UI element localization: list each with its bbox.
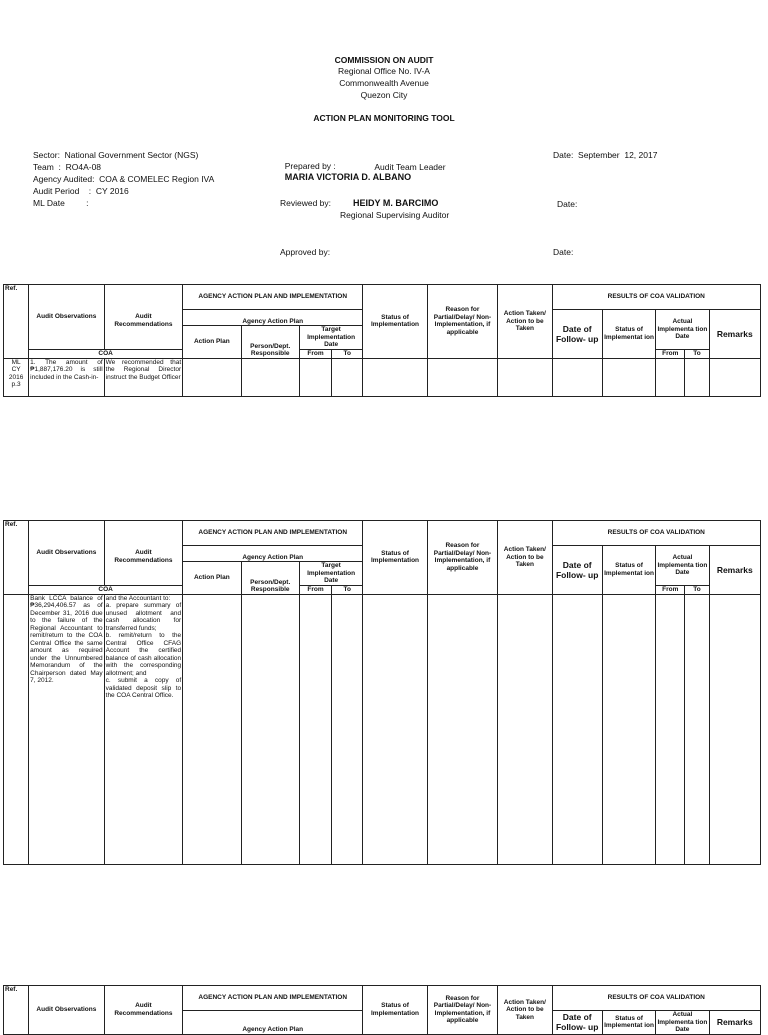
team-line: Team : RO4A-08 <box>33 162 102 172</box>
ref-header: Ref. <box>4 521 29 595</box>
from-header: From <box>299 585 331 594</box>
action-taken-header: Action Taken/ Action to be Taken <box>498 285 552 359</box>
status-impl-header: Status of Implementat ion <box>602 310 655 359</box>
actual-from-header: From <box>656 585 685 594</box>
to-header: To <box>332 585 363 594</box>
date-reviewed: Date: <box>557 199 578 209</box>
audit-recommendations-header: Audit Recommendations <box>104 986 183 1035</box>
actual-to-header: To <box>685 585 709 594</box>
actual-impl-header: Actual Implementa tion Date <box>656 546 709 586</box>
target-date-header: Target Implementation Date <box>299 562 362 586</box>
prepared-name: MARIA VICTORIA D. ALBANO <box>284 172 412 182</box>
agency-plan-subheader: Agency Action Plan <box>183 1011 363 1035</box>
action-plan-table-2 <box>3 520 761 865</box>
status-impl-header: Status of Implementat ion <box>602 1011 655 1035</box>
row1-recommendation: We recommended that the Regional Director instruct the Budget Officer <box>104 358 183 396</box>
row1-observation: 1. The amount of ₱1,887,176.20 is still included in the Cash-in- <box>29 358 104 396</box>
coa-header: COA <box>29 585 183 594</box>
action-plan-header: Action Plan <box>183 326 241 359</box>
agency-line: Agency Audited: COA & COMELEC Region IVA <box>33 174 215 184</box>
date-prepared: Date: September 12, 2017 <box>553 150 658 160</box>
reason-header: Reason for Partial/Delay/ Non-Implementation, if applicable <box>427 521 497 595</box>
agency-action-plan-header: AGENCY ACTION PLAN AND IMPLEMENTATION <box>183 986 363 1011</box>
action-plan-table-3 <box>3 985 761 1035</box>
person-responsible-header: Person/Dept. Responsible <box>241 562 299 595</box>
reason-header: Reason for Partial/Delay/ Non-Implementation, if applicable <box>427 986 497 1035</box>
agency-action-plan-header: AGENCY ACTION PLAN AND IMPLEMENTATION <box>183 521 363 546</box>
actual-from-header: From <box>656 349 685 358</box>
remarks-header: Remarks <box>709 1011 760 1035</box>
prepared-label: Prepared by : <box>284 161 336 171</box>
action-plan-header: Action Plan <box>183 562 241 595</box>
actual-to-header: To <box>685 349 709 358</box>
date-follow-header: Date of Follow- up <box>552 1011 602 1035</box>
agency-plan-subheader: Agency Action Plan <box>183 310 363 326</box>
audit-recommendations-header: Audit Recommendations <box>104 521 183 586</box>
org-office: Regional Office No. IV-A <box>338 66 430 76</box>
reason-header: Reason for Partial/Delay/ Non-Implementation, if applicable <box>427 285 497 359</box>
remarks-header: Remarks <box>709 310 760 359</box>
org-name: COMMISSION ON AUDIT <box>334 55 434 65</box>
results-header: RESULTS OF COA VALIDATION <box>552 285 760 310</box>
row1-ref: ML CY 2016 p.3 <box>4 358 29 396</box>
org-street: Commonwealth Avenue <box>339 78 429 88</box>
reviewed-name: HEIDY M. BARCIMO <box>353 198 439 208</box>
ml-date-line: ML Date : <box>33 198 89 208</box>
results-header: RESULTS OF COA VALIDATION <box>552 521 760 546</box>
remarks-header: Remarks <box>709 546 760 595</box>
audit-recommendations-header: Audit Recommendations <box>104 285 183 350</box>
ref-header: Ref. <box>4 285 29 359</box>
date-follow-header: Date of Follow- up <box>552 546 602 595</box>
status-header: Status of Implementation <box>363 986 427 1035</box>
date-follow-header: Date of Follow- up <box>552 310 602 359</box>
doc-title: ACTION PLAN MONITORING TOOL <box>313 113 455 123</box>
to-header: To <box>332 349 363 358</box>
agency-plan-subheader: Agency Action Plan <box>183 546 363 562</box>
status-header: Status of Implementation <box>363 521 427 595</box>
target-date-header: Target Implementation Date <box>299 326 362 350</box>
row2-recommendation: and the Accountant to: a. prepare summary of unused allotment and cash allocation for transferred funds; b. remit/return to the Central Office CFAG Account the certified balance of cash allocation with the corresponding allotment; and c. submit a copy of validated deposit slip to the COA Central Office. <box>104 594 183 864</box>
row2-observation: Bank LCCA balance of ₱36,294,406.57 as of December 31, 2016 due to the failure of the Regional Accountant to remit/return to the COA Central Office the same amount as required under the Unnumbered Memorandum of the Chairperson dated May 7, 2012. <box>29 594 104 864</box>
prepared-role: Audit Team Leader <box>374 162 446 172</box>
sector-line: Sector: National Government Sector (NGS) <box>33 150 199 160</box>
reviewed-role: Regional Supervising Auditor <box>340 210 450 220</box>
audit-observations-header: Audit Observations <box>29 521 104 586</box>
actual-impl-header: Actual Implementa tion Date <box>657 1011 708 1033</box>
action-taken-header: Action Taken/ Action to be Taken <box>498 521 552 595</box>
results-header: RESULTS OF COA VALIDATION <box>552 986 760 1011</box>
actual-impl-header: Actual Implementa tion Date <box>656 310 709 350</box>
person-responsible-header: Person/Dept. Responsible <box>241 326 299 359</box>
ref-header: Ref. <box>4 986 29 1035</box>
reviewed-label: Reviewed by: <box>280 198 332 208</box>
status-impl-header: Status of Implementat ion <box>602 546 655 595</box>
coa-header: COA <box>29 349 183 358</box>
action-plan-table-1 <box>3 284 761 397</box>
period-line: Audit Period : CY 2016 <box>33 186 129 196</box>
audit-observations-header: Audit Observations <box>29 285 104 350</box>
status-header: Status of Implementation <box>363 285 427 359</box>
org-city: Quezon City <box>360 90 408 100</box>
date-approved: Date: <box>553 247 574 257</box>
approved-label: Approved by: <box>280 247 331 257</box>
action-taken-header: Action Taken/ Action to be Taken <box>498 986 552 1035</box>
audit-observations-header: Audit Observations <box>29 986 104 1035</box>
agency-action-plan-header: AGENCY ACTION PLAN AND IMPLEMENTATION <box>183 285 363 310</box>
from-header: From <box>299 349 331 358</box>
